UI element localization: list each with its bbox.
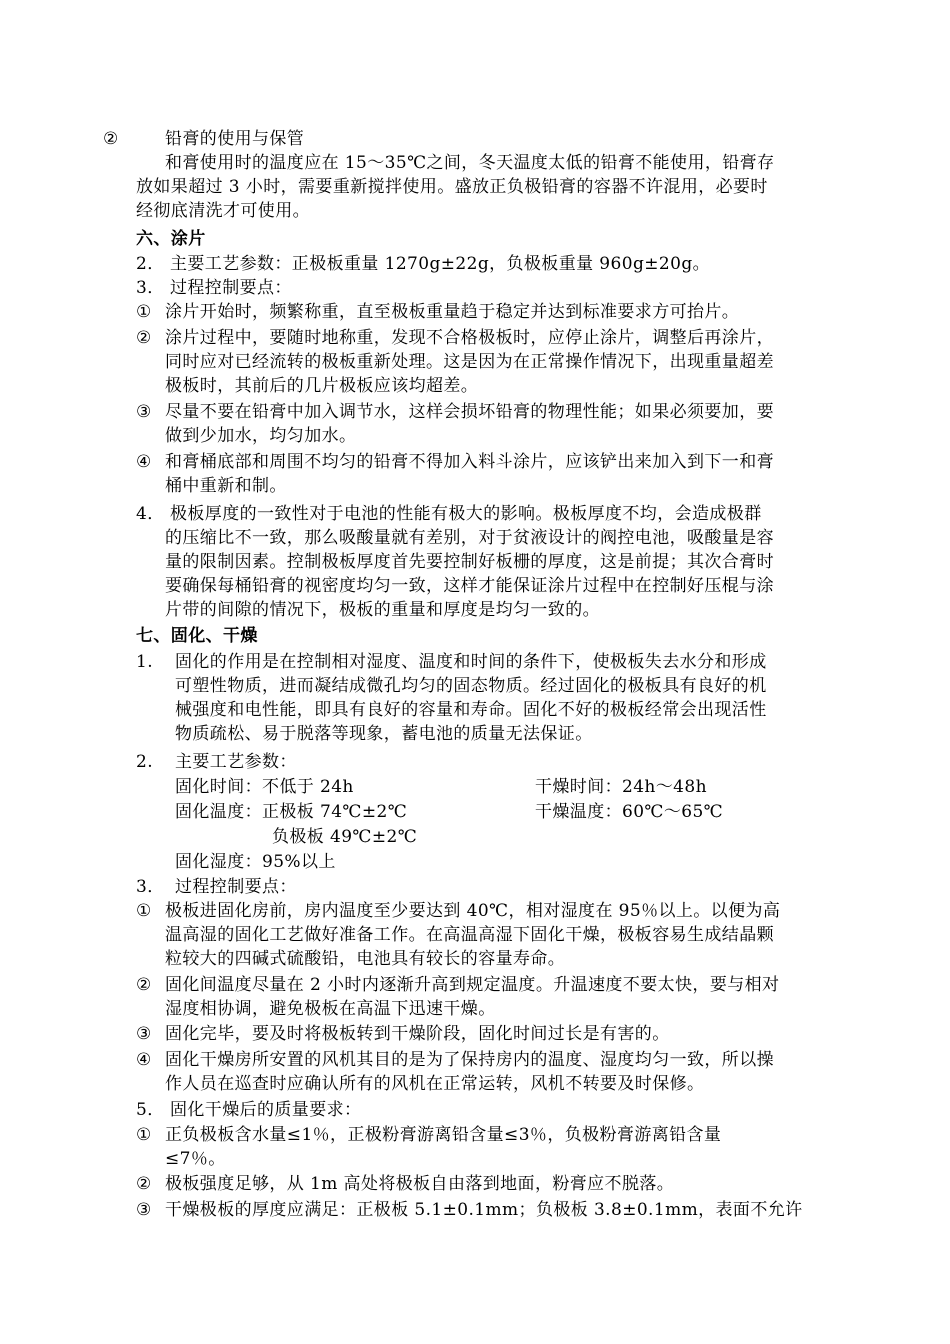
- list-item: 主要工艺参数：正极板重量 1270g±22g，负极板重量 960g±20g。: [170, 254, 710, 274]
- list-item: 涂片过程中，要随时地称重，发现不合格极板时，应停止涂片，调整后再涂片，: [165, 328, 774, 348]
- paragraph-line: 放如果超过 3 小时，需要重新搅拌使用。盛放正负极铅膏的容器不许混用，必要时: [136, 177, 768, 197]
- list-item: 正负极板含水量≤1％，正极粉膏游离铅含量≤3％，负极粉膏游离铅含量: [165, 1125, 722, 1145]
- list-number: 2．: [136, 254, 165, 274]
- paragraph-line: 经彻底清洗才可使用。: [136, 201, 310, 221]
- list-marker: ②: [103, 129, 119, 149]
- list-item: 和膏桶底部和周围不均匀的铅膏不得加入料斗涂片，应该铲出来加入到下一和膏: [165, 452, 774, 472]
- list-item: 过程控制要点：: [170, 278, 292, 298]
- list-marker: ①: [136, 901, 152, 921]
- list-item: 涂片开始时，频繁称重，直至极板重量趋于稳定并达到标准要求方可抬片。: [165, 302, 740, 322]
- list-item: 极板厚度的一致性对于电池的性能有极大的影响。极板厚度不均，会造成极群: [170, 504, 762, 524]
- section-heading: 六、涂片: [136, 229, 206, 249]
- list-number: 3．: [136, 877, 165, 897]
- list-marker: ②: [136, 328, 152, 348]
- list-number: 4．: [136, 504, 165, 524]
- list-number: 5．: [136, 1100, 165, 1120]
- list-item: 物质疏松、易于脱落等现象，蓄电池的质量无法保证。: [175, 724, 593, 744]
- list-item: 主要工艺参数：: [175, 752, 297, 772]
- list-item: 粒较大的四碱式硫酸铅，电池具有较长的容量寿命。: [165, 949, 566, 969]
- list-item: 片带的间隙的情况下，极板的重量和厚度是均匀一致的。: [165, 600, 600, 620]
- list-item: 温高湿的固化工艺做好准备工作。在高温高湿下固化干燥，极板容易生成结晶颗: [165, 925, 774, 945]
- list-item: 固化干燥房所安置的风机其目的是为了保持房内的温度、湿度均匀一致，所以操: [165, 1050, 774, 1070]
- list-marker: ①: [136, 1125, 152, 1145]
- list-item: 固化间温度尽量在 2 小时内逐渐升高到规定温度。升温速度不要太快，要与相对: [165, 975, 780, 995]
- list-item: 固化干燥后的质量要求：: [170, 1100, 362, 1120]
- list-item: 固化完毕，要及时将极板转到干燥阶段，固化时间过长是有害的。: [165, 1024, 670, 1044]
- list-marker: ④: [136, 452, 152, 472]
- param-cure-humidity: 固化湿度：95%以上: [175, 852, 336, 872]
- list-item: 可塑性物质，进而凝结成微孔均匀的固态物质。经过固化的极板具有良好的机: [175, 676, 767, 696]
- subsection-title: 铅膏的使用与保管: [165, 129, 305, 149]
- list-marker: ①: [136, 302, 152, 322]
- list-number: 1.: [136, 652, 154, 672]
- list-item: 械强度和电性能，即具有良好的容量和寿命。固化不好的极板经常会出现活性: [175, 700, 767, 720]
- list-marker: ②: [136, 1174, 152, 1194]
- list-item: 同时应对已经流转的极板重新处理。这是因为在正常操作情况下，出现重量超差: [165, 352, 774, 372]
- list-item: 干燥极板的厚度应满足：正极板 5.1±0.1mm；负极板 3.8±0.1mm，表面不允许: [165, 1200, 803, 1220]
- list-item: 极板强度足够，从 1m 高处将极板自由落到地面，粉膏应不脱落。: [165, 1174, 675, 1194]
- list-item: 固化的作用是在控制相对湿度、温度和时间的条件下，使极板失去水分和形成: [175, 652, 767, 672]
- list-marker: ③: [136, 1200, 152, 1220]
- list-item: ≤7％。: [165, 1149, 226, 1169]
- param-dry-temp: 干燥温度：60℃～65℃: [535, 802, 724, 822]
- param-dry-time: 干燥时间：24h～48h: [535, 777, 707, 797]
- list-item: 极板时，其前后的几片极板应该均超差。: [165, 376, 479, 396]
- list-marker: ②: [136, 975, 152, 995]
- param-cure-temp-neg: 负极板 49℃±2℃: [272, 827, 418, 847]
- section-heading: 七、固化、干燥: [136, 626, 258, 646]
- list-item: 的压缩比不一致，那么吸酸量就有差别，对于贫液设计的阀控电池，吸酸量是容: [165, 528, 774, 548]
- paragraph-line: 和膏使用时的温度应在 15～35℃之间，冬天温度太低的铅膏不能使用，铅膏存: [165, 153, 775, 173]
- list-number: 3．: [136, 278, 165, 298]
- list-marker: ④: [136, 1050, 152, 1070]
- list-item: 过程控制要点：: [175, 877, 297, 897]
- list-item: 极板进固化房前，房内温度至少要达到 40℃，相对湿度在 95％以上。以便为高: [165, 901, 781, 921]
- list-marker: ③: [136, 1024, 152, 1044]
- list-item: 要确保每桶铅膏的视密度均匀一致，这样才能保证涂片过程中在控制好压棍与涂: [165, 576, 774, 596]
- list-item: 作人员在巡查时应确认所有的风机在正常运转，风机不转要及时保修。: [165, 1074, 705, 1094]
- param-cure-temp: 固化温度：正极板 74℃±2℃: [175, 802, 408, 822]
- list-marker: ③: [136, 402, 152, 422]
- list-item: 做到少加水，均匀加水。: [165, 426, 357, 446]
- list-item: 桶中重新和制。: [165, 476, 287, 496]
- param-cure-time: 固化时间：不低于 24h: [175, 777, 354, 797]
- list-item: 量的限制因素。控制极板厚度首先要控制好板栅的厚度，这是前提；其次合膏时: [165, 552, 774, 572]
- list-item: 尽量不要在铅膏中加入调节水，这样会损坏铅膏的物理性能；如果必须要加，要: [165, 402, 774, 422]
- list-number: 2.: [136, 752, 154, 772]
- list-item: 湿度相协调，避免极板在高温下迅速干燥。: [165, 999, 496, 1019]
